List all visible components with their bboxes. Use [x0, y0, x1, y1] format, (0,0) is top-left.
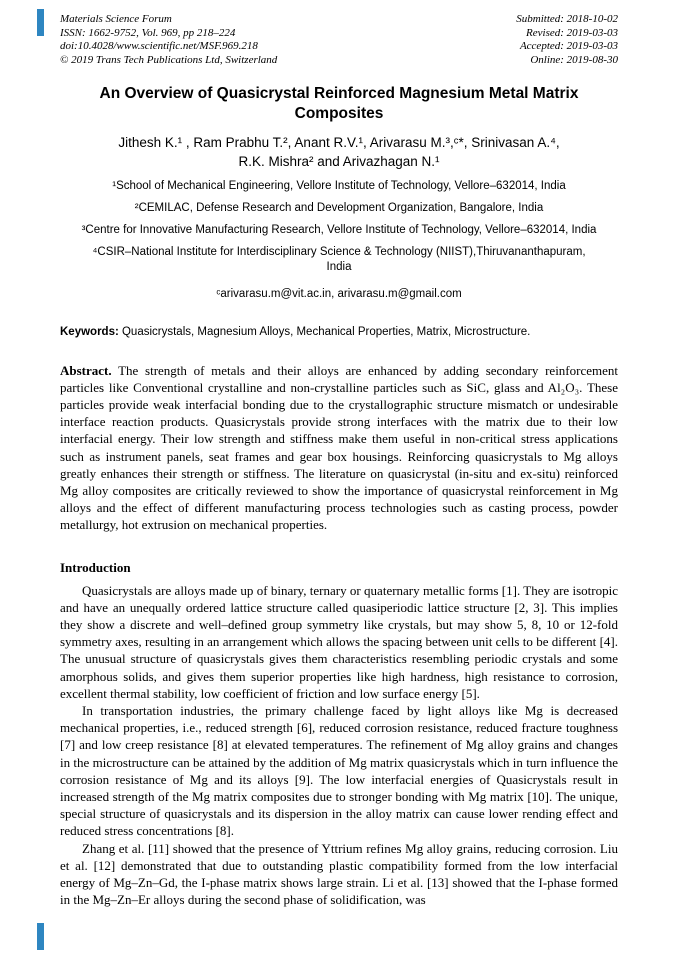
- journal-issn-volume: ISSN: 1662-9752, Vol. 969, pp 218–224: [60, 26, 236, 39]
- scan-mark-bottom: [37, 923, 44, 950]
- introduction-paragraph-3: Zhang et al. [11] showed that the presence of Yttrium refines Mg alloy grains, reducing corrosion. Liu et al. [12] demonstrated that due to outstanding plastic compatibility formed from the low interfacial energy of Mg–Zn–Gd, the I-phase matrix shows large strain. Li et al. [13] showed that the I-phase formed in the Mg–Zn–Er alloys during the second phase of solidification, was: [60, 840, 618, 908]
- date-online: Online: 2019-08-30: [530, 53, 618, 66]
- affiliation-3: ³Centre for Innovative Manufacturing Research, Vellore Institute of Technology, Vellore–632014, India: [81, 223, 597, 236]
- affiliation-2: ²CEMILAC, Defense Research and Development Organization, Bangalore, India: [134, 201, 544, 214]
- paper-title: An Overview of Quasicrystal Reinforced Magnesium Metal Matrix Composites: [99, 84, 579, 122]
- keywords-label: Keywords:: [60, 325, 119, 338]
- keywords-line: [60, 326, 618, 338]
- corresponding-email: ᶜarivarasu.m@vit.ac.in, arivarasu.m@gmail.com: [216, 287, 462, 300]
- introduction-paragraph-2: In transportation industries, the primary challenge faced by light alloys like Mg is decreased mechanical properties, i.e., reduced strength [6], reduced corrosion resistance, reduced fracture toughness [7] and low creep resistance [8] at elevated temperatures. The refinement of Mg alloy grains and changes in the microstructure can be attained by the addition of Mg matrix quasicrystals which in turn influence the corrosion resistance of Mg and its alloys [9]. The low interfacial energies of Quasicrystals result in increased strength of the Mg matrix composites due to stronger bonding with Mg matrix [10]. The unique, special structure of quasicrystals and its dispersion in the alloy matrix can cause lower rending effect and reduced stress concentrations [8].: [60, 702, 618, 839]
- author-list-line2: R.K. Mishra² and Arivazhagan N.¹: [238, 154, 440, 170]
- scan-mark-top: [37, 9, 44, 36]
- introduction-paragraph-1: Quasicrystals are alloys made up of binary, ternary or quaternary metallic forms [1]. They are isotropic and have an unequally ordered lattice structure called quasiperiodic lattice structure [2, 3]. This implies they show a discrete and well–defined group symmetry like crystals, but may show 5, 8, 10 or 12-fold symmetry axes, resulting in an arrangement which allows the spacing between unit cells to be different [4]. The unusual structure of quasicrystals gives them characteristics resembling periodic crystals and some amorphous solids, and gives them superior properties like high hardness, high resistance to corrosion, excellent thermal stability, low coefficient of friction and low surface energy [5].: [60, 582, 618, 701]
- submission-dates-block: [516, 13, 618, 68]
- journal-name: Materials Science Forum: [60, 13, 172, 25]
- introduction-heading: Introduction: [60, 559, 131, 575]
- affiliation-1: ¹School of Mechanical Engineering, Vellore Institute of Technology, Vellore–632014, India: [112, 179, 566, 192]
- abstract-label: Abstract.: [60, 362, 112, 378]
- abstract-text: The strength of metals and their alloys are enhanced by adding secondary reinforcement particles like Conventional crystalline and non-crystalline particles such as SiC, glass and Al₂O₃. These particles provide weak interfacial bonding due to the crystallographic structure mismatch or undesirable interface reaction products. Quasicrystals provide strong interfaces with the matrix due to their low interfacial energy. Their low strength and stiffness make them useful in non-critical stress applications such as instrument panels, seat frames and gear box housings. Reinforcing quasicrystals to Mg alloys greatly enhances their strength or stiffness. The literature on quasicrystal (in-situ and ex-situ) reinforced Mg alloy composites are critically reviewed to show the importance of quasicrystal reinforcement in Mg alloys and the effect of different manufacturing process technologies such as casting process, powder metallurgy, hot extrusion on mechanical properties.: [60, 362, 618, 533]
- abstract-paragraph: [60, 362, 618, 534]
- date-submitted: Submitted: 2018-10-02: [516, 13, 618, 25]
- affiliation-4: ⁴CSIR–National Institute for Interdisciplinary Science & Technology (NIIST),Thiruvananthapuram, India: [92, 245, 586, 273]
- journal-info-block: [60, 13, 277, 68]
- date-revised: Revised: 2019-03-03: [526, 26, 618, 39]
- journal-copyright: © 2019 Trans Tech Publications Ltd, Switzerland: [60, 53, 278, 66]
- author-list-line1: Jithesh K.¹ , Ram Prabhu T.², Anant R.V.¹, Arivarasu M.³,ᶜ*, Srinivasan A.⁴,: [118, 134, 560, 150]
- date-accepted: Accepted: 2019-03-03: [519, 40, 618, 53]
- author-list: [70, 133, 608, 172]
- journal-header: [60, 13, 618, 68]
- keywords-text: Quasicrystals, Magnesium Alloys, Mechanical Properties, Matrix, Microstructure.: [118, 325, 531, 338]
- journal-doi: doi:10.4028/www.scientific.net/MSF.969.218: [60, 40, 258, 53]
